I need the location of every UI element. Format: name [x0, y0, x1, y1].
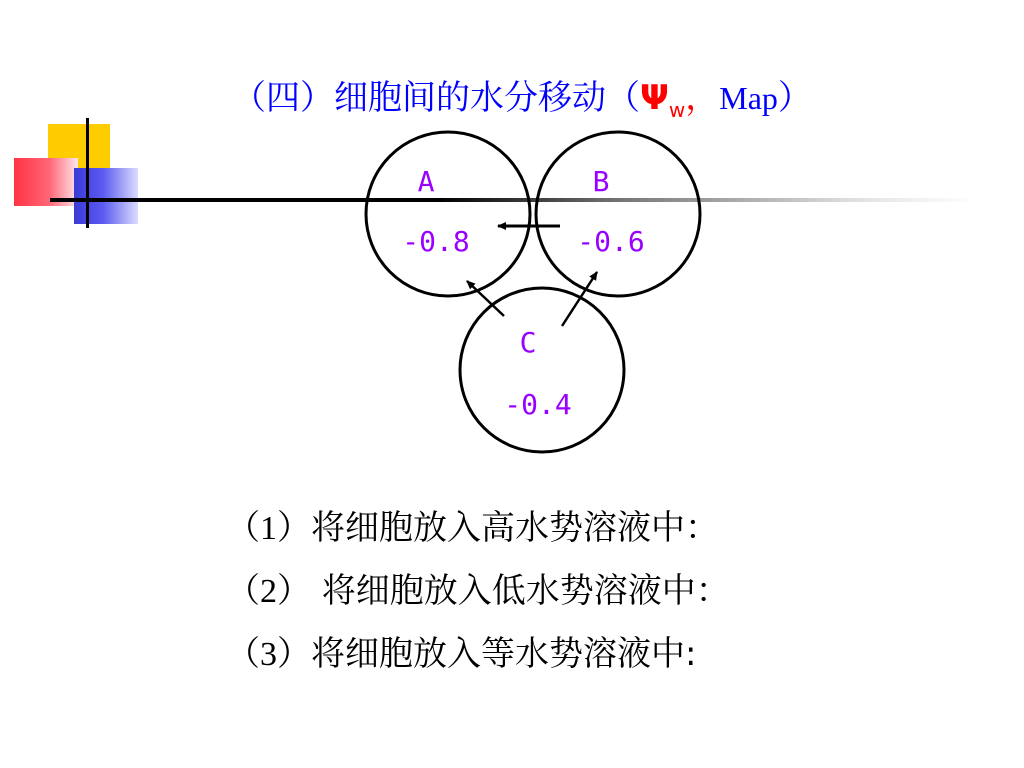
cell-b-label: B [592, 165, 610, 198]
question-number: （3） [226, 636, 311, 673]
cell-c-circle [460, 288, 624, 452]
question-number: （1） [226, 510, 311, 547]
question-3 [226, 626, 696, 675]
title-unit: Map [719, 80, 778, 116]
cell-c-label: C [519, 326, 537, 359]
cell-a-label: A [417, 165, 435, 198]
question-number: （2） [226, 573, 311, 610]
cell-a-value: -0.8 [402, 225, 470, 258]
cell-c-value: -0.4 [504, 388, 572, 421]
psi-symbol: Ψ [640, 78, 669, 118]
psi-subscript: w [668, 98, 686, 122]
question-2 [226, 563, 730, 612]
question-text: 将细胞放入等水势溶液中: [311, 634, 697, 674]
title-close: ） [777, 78, 812, 118]
title-main: （四）细胞间的水分移动（ [232, 78, 640, 118]
title-comma: ， [685, 78, 720, 118]
cell-b-circle [536, 132, 700, 296]
question-1 [226, 500, 719, 549]
question-text: 将细胞放入低水势溶液中： [311, 571, 730, 611]
question-text: 将细胞放入高水势溶液中： [311, 508, 719, 548]
cell-b-value: -0.6 [577, 225, 645, 258]
cell-a-circle [366, 132, 530, 296]
